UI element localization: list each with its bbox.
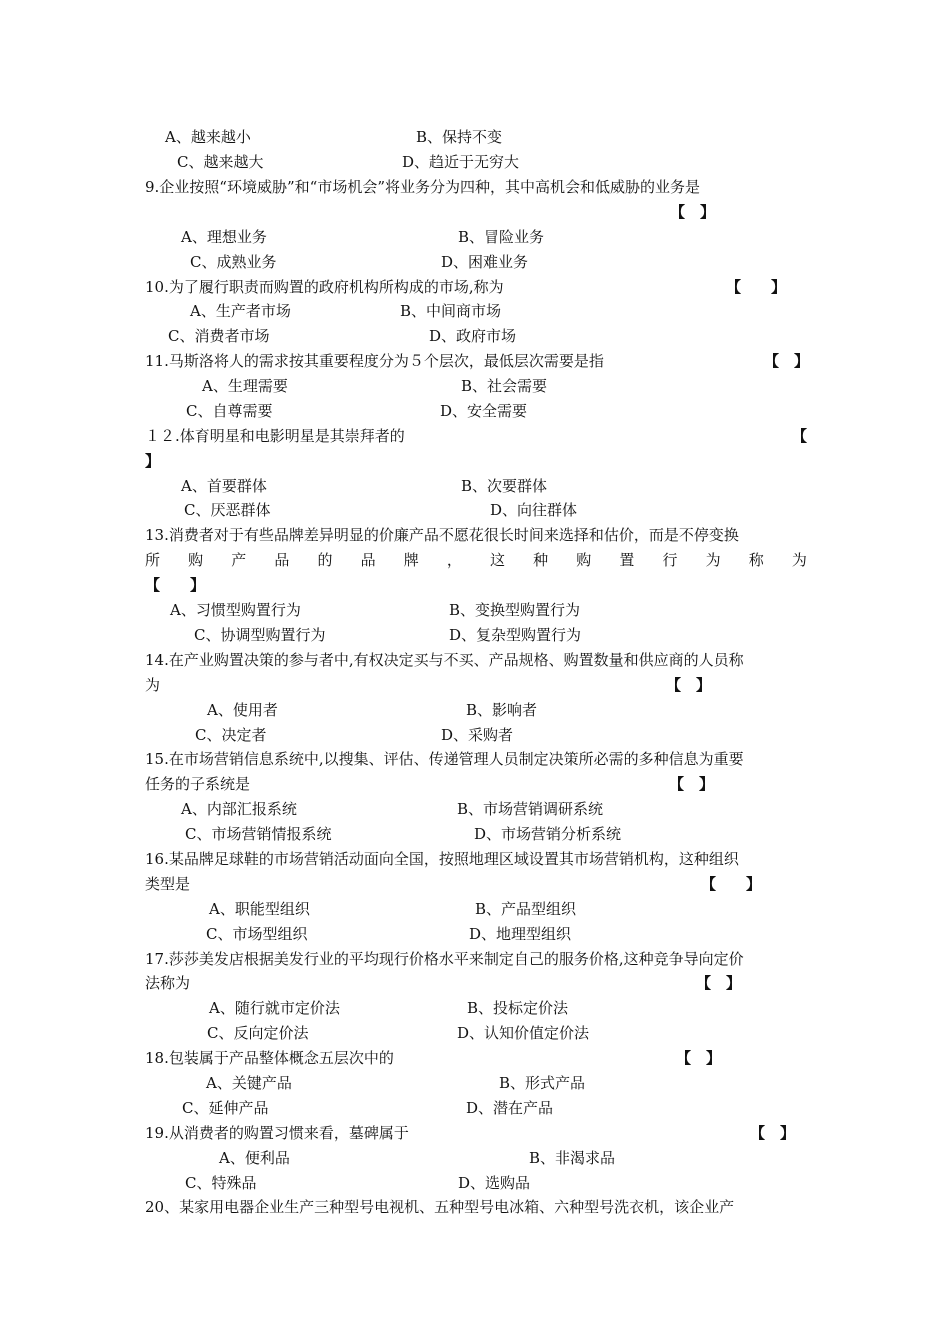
q9-stem: 9.企业按照“环境威胁”和“市场机会”将业务分为四种，其中高机会和低威胁的业务是 xyxy=(145,178,700,196)
q14-stem-line1: 14.在产业购置决策的参与者中,有权决定买与不买、产品规格、购置数量和供应商的人员称 xyxy=(145,651,744,669)
q9-option-b: B、冒险业务 xyxy=(458,228,545,246)
q14-option-a: A、使用者 xyxy=(207,701,278,719)
q8-option-a: A、越来越小 xyxy=(165,128,251,146)
q19-option-d: D、选购品 xyxy=(458,1174,531,1192)
q9-option-d: D、困难业务 xyxy=(441,253,529,271)
q11-answer-bracket: 【 】 xyxy=(764,352,810,370)
q13-char: 行 xyxy=(662,551,678,569)
q19-option-c: C、特殊品 xyxy=(185,1174,257,1192)
q18-option-c: C、延伸产品 xyxy=(182,1099,269,1117)
q13-char: 购 xyxy=(576,551,592,569)
q18-option-b: B、形式产品 xyxy=(499,1074,586,1092)
q17-stem-line2: 法称为 xyxy=(145,974,191,992)
q17-option-a: A、随行就市定价法 xyxy=(209,999,340,1017)
q10-stem: 10.为了履行职责而购置的政府机构所构成的市场,称为 xyxy=(145,278,504,296)
q10-option-d: D、政府市场 xyxy=(429,327,517,345)
q12-bracket-open: 【 xyxy=(792,427,808,445)
q15-option-a: A、内部汇报系统 xyxy=(181,800,297,818)
q17-stem-line1: 17.莎莎美发店根据美发行业的平均现行价格水平来制定自己的服务价格,这种竞争导向定价 xyxy=(145,950,744,968)
q17-answer-bracket: 【 】 xyxy=(696,974,742,992)
q12-stem: １２.体育明星和电影明星是其崇拜者的 xyxy=(145,427,405,445)
q8-option-c: C、越来越大 xyxy=(177,153,264,171)
q13-option-d: D、复杂型购置行为 xyxy=(449,626,582,644)
q13-option-a: A、习惯型购置行为 xyxy=(170,601,301,619)
q13-option-c: C、协调型购置行为 xyxy=(194,626,326,644)
q9-answer-bracket: 【 】 xyxy=(670,203,716,221)
q15-stem-line2: 任务的子系统是 xyxy=(145,775,251,793)
q19-option-a: A、便利品 xyxy=(219,1149,290,1167)
q8-option-b: B、保持不变 xyxy=(416,128,503,146)
q18-option-d: D、潜在产品 xyxy=(466,1099,554,1117)
q13-answer-bracket: 【 】 xyxy=(145,576,206,594)
q15-stem-line1: 15.在市场营销信息系统中,以搜集、评估、传递管理人员制定决策所必需的多种信息为重要 xyxy=(145,750,744,768)
q13-stem-line2 xyxy=(145,551,807,569)
q14-option-b: B、影响者 xyxy=(466,701,538,719)
q10-option-a: A、生产者市场 xyxy=(190,302,291,320)
q14-option-c: C、决定者 xyxy=(195,726,267,744)
q14-answer-bracket: 【 】 xyxy=(666,676,712,694)
q18-answer-bracket: 【 】 xyxy=(676,1049,722,1067)
q20-stem: 20、某家用电器企业生产三种型号电视机、五种型号电冰箱、六种型号洗衣机，该企业产 xyxy=(145,1198,735,1216)
q13-char: 的 xyxy=(317,551,333,569)
q16-option-c: C、市场型组织 xyxy=(206,925,308,943)
q13-char: 称 xyxy=(748,551,764,569)
q13-char: 所 xyxy=(145,551,161,569)
q18-stem: 18.包装属于产品整体概念五层次中的 xyxy=(145,1049,394,1067)
q11-stem: 11.马斯洛将人的需求按其重要程度分为５个层次，最低层次需要是指 xyxy=(145,352,604,370)
q16-option-b: B、产品型组织 xyxy=(475,900,577,918)
q16-answer-bracket: 【 】 xyxy=(701,875,762,893)
q13-char: 这 xyxy=(490,551,506,569)
q12-bracket-close: 】 xyxy=(145,452,161,470)
q19-stem: 19.从消费者的购置习惯来看，墓碑属于 xyxy=(145,1124,409,1142)
q13-char: 品 xyxy=(360,551,376,569)
q12-option-c: C、厌恶群体 xyxy=(184,501,271,519)
q15-answer-bracket: 【 】 xyxy=(669,775,715,793)
q13-char: 为 xyxy=(705,551,721,569)
q19-option-b: B、非渴求品 xyxy=(529,1149,616,1167)
q13-char: 为 xyxy=(791,551,807,569)
q13-char: 牌 xyxy=(403,551,419,569)
q17-option-d: D、认知价值定价法 xyxy=(457,1024,590,1042)
q11-option-c: C、自尊需要 xyxy=(186,402,273,420)
q13-char: 种 xyxy=(533,551,549,569)
q12-option-a: A、首要群体 xyxy=(181,477,267,495)
q11-option-a: A、生理需要 xyxy=(202,377,288,395)
q12-option-d: D、向往群体 xyxy=(490,501,578,519)
q13-char: 购 xyxy=(188,551,204,569)
q15-option-b: B、市场营销调研系统 xyxy=(457,800,604,818)
q9-option-c: C、成熟业务 xyxy=(190,253,277,271)
q15-option-d: D、市场营销分析系统 xyxy=(474,825,622,843)
q14-stem-line2: 为 xyxy=(145,676,161,694)
q11-option-d: D、安全需要 xyxy=(440,402,528,420)
q12-option-b: B、次要群体 xyxy=(461,477,548,495)
q14-option-d: D、采购者 xyxy=(441,726,514,744)
q19-answer-bracket: 【 】 xyxy=(750,1124,796,1142)
q15-option-c: C、市场营销情报系统 xyxy=(185,825,332,843)
q16-option-d: D、地理型组织 xyxy=(469,925,572,943)
q18-option-a: A、关键产品 xyxy=(206,1074,292,1092)
q16-stem-line2: 类型是 xyxy=(145,875,191,893)
q11-option-b: B、社会需要 xyxy=(461,377,548,395)
q13-char: 产 xyxy=(231,551,247,569)
q16-stem-line1: 16.某品牌足球鞋的市场营销活动面向全国，按照地理区域设置其市场营销机构，这种组织 xyxy=(145,850,739,868)
q17-option-c: C、反向定价法 xyxy=(207,1024,309,1042)
q8-option-d: D、趋近于无穷大 xyxy=(402,153,520,171)
q17-option-b: B、投标定价法 xyxy=(467,999,569,1017)
q9-option-a: A、理想业务 xyxy=(181,228,267,246)
q13-stem-line1: 13.消费者对于有些品牌差异明显的价廉产品不愿花很长时间来选择和估价，而是不停变换 xyxy=(145,526,739,544)
q13-char: 品 xyxy=(274,551,290,569)
q16-option-a: A、职能型组织 xyxy=(209,900,310,918)
q13-option-b: B、变换型购置行为 xyxy=(449,601,581,619)
q13-char: ， xyxy=(446,551,462,569)
q10-answer-bracket: 【 】 xyxy=(726,278,787,296)
q10-option-c: C、消费者市场 xyxy=(168,327,270,345)
q10-option-b: B、中间商市场 xyxy=(400,302,502,320)
q13-char: 置 xyxy=(619,551,635,569)
